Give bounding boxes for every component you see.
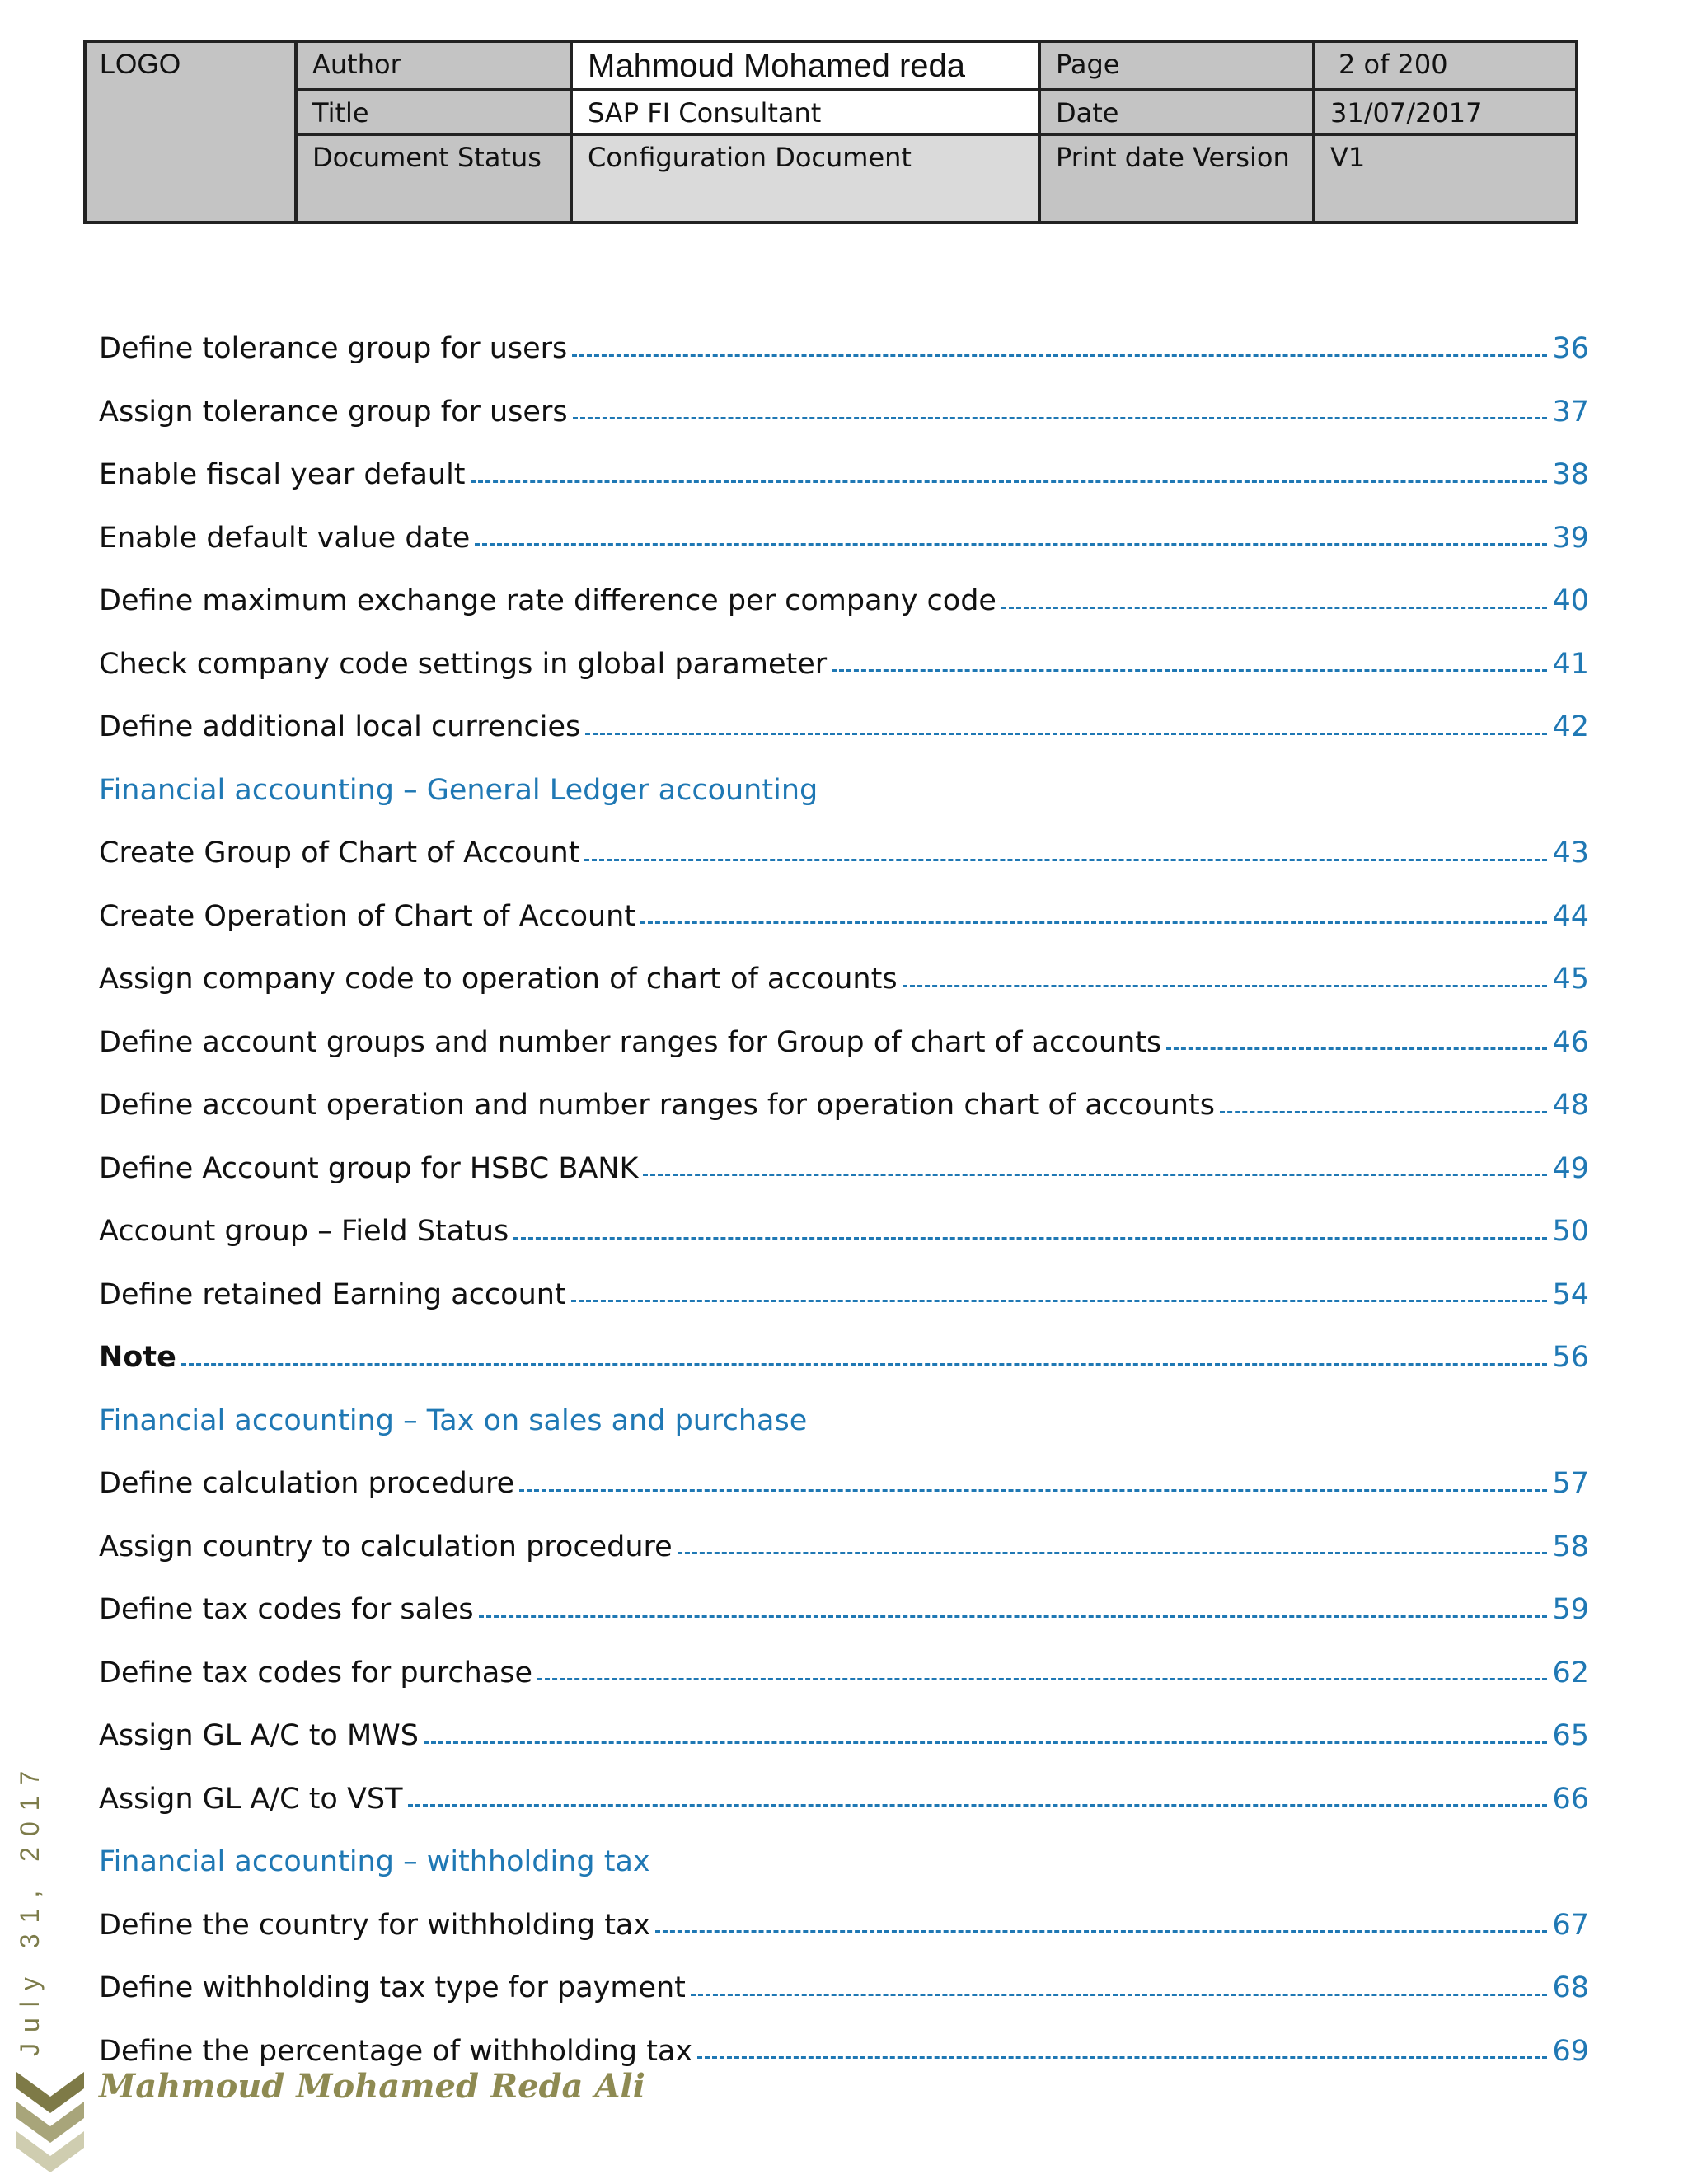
toc-dot-leader xyxy=(832,669,1547,672)
print-date-version-label: Print date Version xyxy=(1039,134,1314,223)
toc-page-number[interactable]: 41 xyxy=(1552,647,1589,681)
toc-dot-leader xyxy=(584,859,1547,861)
toc-page-number[interactable]: 58 xyxy=(1552,1530,1589,1563)
toc-entry-title: Define the country for withholding tax xyxy=(99,1908,651,1942)
toc-entry[interactable] xyxy=(99,1326,1589,1390)
toc-page-number[interactable]: 46 xyxy=(1552,1025,1589,1059)
date-value: 31/07/2017 xyxy=(1314,90,1577,134)
toc-dot-leader xyxy=(678,1552,1548,1554)
toc-page-number[interactable]: 40 xyxy=(1552,584,1589,618)
toc-dot-leader xyxy=(643,1174,1547,1176)
side-date: July 31, 2017 xyxy=(15,1760,45,2056)
toc-page-number[interactable]: 67 xyxy=(1552,1908,1589,1942)
toc-heading-title: Financial accounting – General Ledger accounting xyxy=(99,773,818,807)
page-label: Page xyxy=(1039,41,1314,90)
document-header-table xyxy=(83,40,1578,224)
toc-page-number[interactable]: 48 xyxy=(1552,1089,1589,1122)
author-signature: Mahmoud Mohamed Reda Ali xyxy=(99,2067,645,2106)
toc-page-number[interactable]: 38 xyxy=(1552,458,1589,492)
toc-entry[interactable] xyxy=(99,1642,1589,1705)
toc-dot-leader xyxy=(1001,607,1548,609)
toc-section-heading[interactable] xyxy=(99,1390,1589,1453)
toc-entry[interactable] xyxy=(99,1894,1589,1957)
toc-dot-leader xyxy=(1166,1047,1547,1050)
toc-entry-title: Check company code settings in global parameter xyxy=(99,647,828,681)
version-value: V1 xyxy=(1314,134,1577,223)
toc-dot-leader xyxy=(513,1237,1547,1240)
toc-entry-title: Assign tolerance group for users xyxy=(99,395,568,429)
toc-page-number[interactable]: 50 xyxy=(1552,1215,1589,1249)
toc-heading-title: Financial accounting – withholding tax xyxy=(99,1845,650,1879)
toc-entry-title: Define tax codes for sales xyxy=(99,1593,474,1627)
toc-entry-title: Define tax codes for purchase xyxy=(99,1656,533,1690)
toc-entry[interactable] xyxy=(99,1011,1589,1075)
author-value: Mahmoud Mohamed reda xyxy=(571,41,1039,90)
table-of-contents xyxy=(99,317,1589,2083)
toc-page-number[interactable]: 69 xyxy=(1552,2034,1589,2068)
toc-dot-leader xyxy=(181,1363,1548,1366)
toc-page-number[interactable]: 66 xyxy=(1552,1782,1589,1816)
toc-page-number[interactable]: 54 xyxy=(1552,1277,1589,1311)
toc-section-heading[interactable] xyxy=(99,1830,1589,1894)
toc-entry[interactable] xyxy=(99,1516,1589,1579)
toc-entry-title: Define withholding tax type for payment xyxy=(99,1971,686,2005)
toc-entry-title: Enable default value date xyxy=(99,521,471,555)
status-label: Document Status xyxy=(296,134,571,223)
toc-entry-title: Define tolerance group for users xyxy=(99,332,568,366)
toc-entry-title: Define the percentage of withholding tax xyxy=(99,2034,693,2068)
title-value: SAP FI Consultant xyxy=(571,90,1039,134)
toc-page-number[interactable]: 44 xyxy=(1552,899,1589,933)
toc-entry-title: Define additional local currencies xyxy=(99,710,581,744)
toc-entry[interactable] xyxy=(99,507,1589,570)
toc-entry-title: Assign company code to operation of chart of accounts xyxy=(99,963,898,996)
toc-dot-leader xyxy=(1220,1111,1547,1113)
toc-page-number[interactable]: 68 xyxy=(1552,1971,1589,2005)
toc-entry[interactable] xyxy=(99,948,1589,1011)
toc-entry[interactable] xyxy=(99,885,1589,949)
toc-dot-leader xyxy=(475,543,1547,546)
toc-entry-title: Define account operation and number ranges for operation chart of accounts xyxy=(99,1089,1215,1122)
toc-entry[interactable] xyxy=(99,696,1589,759)
toc-page-number[interactable]: 45 xyxy=(1552,963,1589,996)
toc-entry-title: Define maximum exchange rate difference per company code xyxy=(99,584,996,618)
toc-entry[interactable] xyxy=(99,317,1589,381)
toc-entry-title: Define retained Earning account xyxy=(99,1277,566,1311)
toc-dot-leader xyxy=(697,2056,1547,2059)
toc-page-number[interactable]: 59 xyxy=(1552,1593,1589,1627)
toc-entry[interactable] xyxy=(99,1200,1589,1263)
author-label: Author xyxy=(296,41,571,90)
toc-entry-title: Create Operation of Chart of Account xyxy=(99,899,636,933)
toc-page-number[interactable]: 56 xyxy=(1552,1341,1589,1375)
logo-placeholder: LOGO xyxy=(85,41,296,223)
toc-entry-title: Create Group of Chart of Account xyxy=(99,837,580,870)
toc-entry[interactable] xyxy=(99,633,1589,696)
toc-page-number[interactable]: 57 xyxy=(1552,1467,1589,1501)
toc-page-number[interactable]: 37 xyxy=(1552,395,1589,429)
toc-dot-leader xyxy=(903,985,1548,987)
toc-dot-leader xyxy=(640,921,1547,924)
toc-dot-leader xyxy=(571,1300,1548,1302)
toc-entry-title: Define calculation procedure xyxy=(99,1467,515,1501)
toc-page-number[interactable]: 49 xyxy=(1552,1151,1589,1185)
toc-dot-leader xyxy=(585,733,1547,735)
toc-dot-leader xyxy=(691,1994,1548,1996)
toc-entry[interactable] xyxy=(99,569,1589,633)
toc-page-number[interactable]: 65 xyxy=(1552,1719,1589,1753)
status-value: Configuration Document xyxy=(571,134,1039,223)
toc-dot-leader xyxy=(655,1930,1547,1933)
toc-entry-title: Account group – Field Status xyxy=(99,1215,509,1249)
toc-dot-leader xyxy=(519,1489,1547,1492)
toc-entry[interactable] xyxy=(99,1074,1589,1137)
date-label: Date xyxy=(1039,90,1314,134)
toc-entry-title: Assign country to calculation procedure xyxy=(99,1530,673,1563)
toc-page-number[interactable]: 43 xyxy=(1552,837,1589,870)
page-value: 2 of 200 xyxy=(1314,41,1577,90)
toc-dot-leader xyxy=(424,1741,1547,1744)
toc-entry-title: Define account groups and number ranges for Group of chart of accounts xyxy=(99,1025,1162,1059)
toc-entry[interactable] xyxy=(99,1452,1589,1516)
toc-entry[interactable] xyxy=(99,1578,1589,1642)
toc-entry-title: Assign GL A/C to VST xyxy=(99,1782,403,1816)
toc-page-number[interactable]: 62 xyxy=(1552,1656,1589,1690)
toc-dot-leader xyxy=(537,1678,1547,1680)
toc-entry-title: Note xyxy=(99,1341,176,1375)
toc-entry-title: Assign GL A/C to MWS xyxy=(99,1719,419,1753)
chevron-logo-icon xyxy=(16,2072,84,2176)
toc-entry[interactable] xyxy=(99,822,1589,885)
toc-dot-leader xyxy=(479,1615,1548,1618)
toc-page-number[interactable]: 36 xyxy=(1552,332,1589,366)
toc-section-heading[interactable] xyxy=(99,759,1589,823)
toc-entry[interactable] xyxy=(99,1768,1589,1831)
toc-entry[interactable] xyxy=(99,381,1589,444)
toc-entry[interactable] xyxy=(99,1957,1589,2020)
toc-entry[interactable] xyxy=(99,443,1589,507)
toc-dot-leader xyxy=(408,1804,1548,1807)
toc-entry[interactable] xyxy=(99,1137,1589,1201)
toc-heading-title: Financial accounting – Tax on sales and purchase xyxy=(99,1404,808,1437)
toc-dot-leader xyxy=(573,417,1548,419)
toc-entry-title: Define Account group for HSBC BANK xyxy=(99,1151,639,1185)
toc-page-number[interactable]: 42 xyxy=(1552,710,1589,744)
toc-dot-leader xyxy=(572,354,1547,357)
toc-dot-leader xyxy=(471,480,1548,483)
toc-entry-title: Enable fiscal year default xyxy=(99,458,466,492)
toc-entry[interactable] xyxy=(99,1263,1589,1327)
toc-page-number[interactable]: 39 xyxy=(1552,521,1589,555)
title-label: Title xyxy=(296,90,571,134)
toc-entry[interactable] xyxy=(99,1704,1589,1768)
